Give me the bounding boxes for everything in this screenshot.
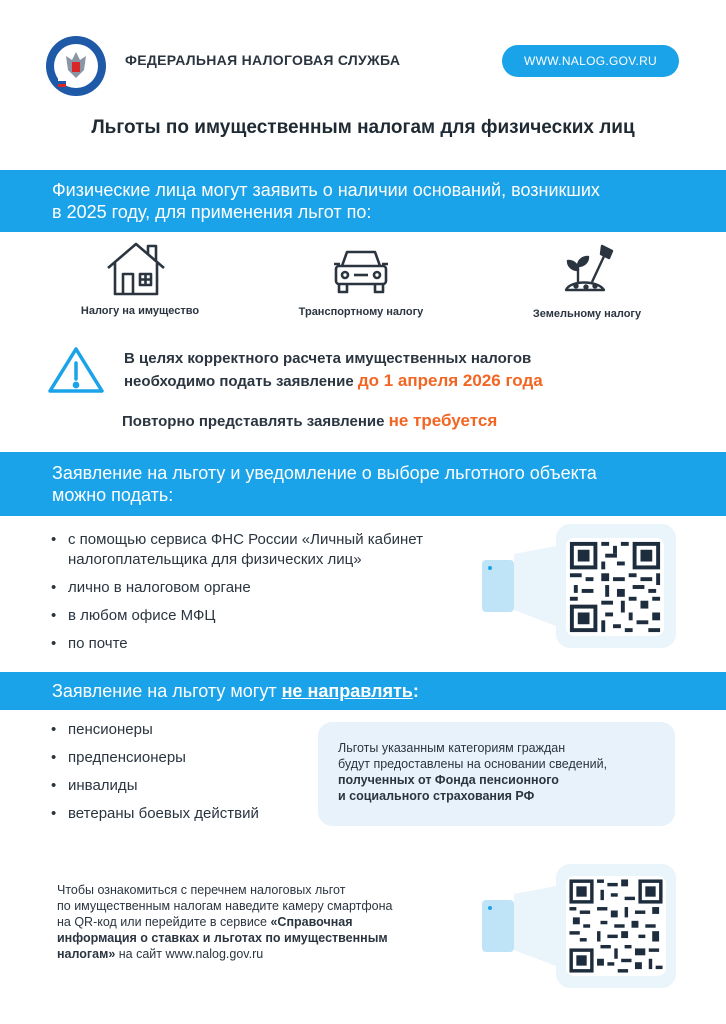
list-item: • пенсионеры: [48, 720, 308, 740]
info-box: [318, 722, 675, 826]
list-item: • предпенсионеры: [48, 748, 308, 768]
qr-code-card-1[interactable]: [470, 524, 676, 648]
tax-label-transport: Транспортному налогу: [298, 306, 424, 318]
qr-code-icon: [566, 538, 664, 636]
bottom-line-5-bold: налогам»: [57, 947, 116, 961]
bottom-instructions: [57, 882, 467, 962]
not-required-highlight: не требуется: [388, 411, 498, 430]
org-name: ФЕДЕРАЛЬНАЯ НАЛОГОВАЯ СЛУЖБА: [125, 52, 401, 68]
list-item-continuation: налогоплательщика для физических лиц»: [68, 551, 362, 568]
info-line-3: полученных от Фонда пенсионного: [338, 773, 559, 787]
list-item: • в любом офисе МФЦ: [48, 606, 488, 626]
bottom-line-5: на сайт www.nalog.gov.ru: [115, 947, 264, 961]
intro-band: [0, 170, 726, 232]
repeat-notice: [122, 411, 497, 431]
fns-emblem-logo: [44, 34, 108, 98]
camera-beam-icon: [514, 546, 556, 626]
info-line-4: и социального страхования РФ: [338, 789, 535, 803]
submit-line-2: можно подать:: [52, 485, 174, 505]
bottom-line-1: Чтобы ознакомиться с перечнем налоговых льгот: [57, 883, 346, 897]
list-item: • с помощью сервиса ФНС России «Личный кабинет: [48, 530, 488, 550]
qr-code-1[interactable]: [566, 538, 664, 636]
phone-icon: [482, 900, 514, 952]
not-send-underlined: не направлять: [281, 681, 413, 701]
house-icon: [104, 238, 168, 298]
submit-methods-list: [48, 530, 488, 654]
tax-label-land: Земельному налогу: [532, 308, 642, 320]
qr-code-card-2[interactable]: [470, 864, 676, 988]
list-item: • лично в налоговом органе: [48, 578, 488, 598]
warning-triangle-icon: [46, 345, 106, 395]
camera-beam-icon: [514, 886, 556, 966]
submit-band: [0, 452, 726, 516]
warning-line-2: необходимо подать заявление: [124, 373, 358, 390]
not-send-prefix: Заявление на льготу могут: [52, 681, 282, 701]
not-send-colon: :: [412, 681, 419, 701]
qr-code-icon: [566, 876, 666, 976]
info-line-2: будут предоставлены на основании сведений,: [338, 757, 608, 771]
deadline-highlight: до 1 апреля 2026 года: [357, 371, 543, 390]
land-plant-shovel-icon: [562, 242, 614, 298]
categories-list: [48, 720, 308, 824]
warning-text: [124, 348, 543, 393]
car-icon: [330, 246, 392, 296]
bottom-line-3: на QR-код или перейдите в сервисе: [57, 915, 271, 929]
page-title: Льготы по имущественным налогам для физических лиц: [91, 117, 635, 138]
bottom-line-4: информация о ставках и льготах по имущественным: [57, 931, 388, 945]
website-button[interactable]: WWW.NALOG.GOV.RU: [502, 45, 679, 77]
list-item: • по почте: [48, 634, 488, 654]
not-send-band: [0, 672, 726, 710]
submit-line-1: Заявление на льготу и уведомление о выборе льготного объекта: [52, 463, 597, 483]
list-item: • ветераны боевых действий: [48, 804, 308, 824]
warning-line-1: В целях корректного расчета имущественных налогов: [124, 350, 532, 367]
bottom-line-3-bold: «Справочная: [270, 915, 353, 929]
phone-icon: [482, 560, 514, 612]
info-line-1: Льготы указанным категориям граждан: [338, 741, 566, 755]
list-item: • инвалиды: [48, 776, 308, 796]
intro-line-1: Физические лица могут заявить о наличии оснований, возникших: [52, 180, 600, 200]
tax-label-property: Налогу на имущество: [80, 305, 200, 317]
intro-line-2: в 2025 году, для применения льгот по:: [52, 202, 372, 222]
qr-code-2[interactable]: [566, 876, 666, 976]
repeat-text: Повторно представлять заявление: [122, 413, 389, 430]
bottom-line-2: по имущественным налогам наведите камеру смартфона: [57, 899, 393, 913]
